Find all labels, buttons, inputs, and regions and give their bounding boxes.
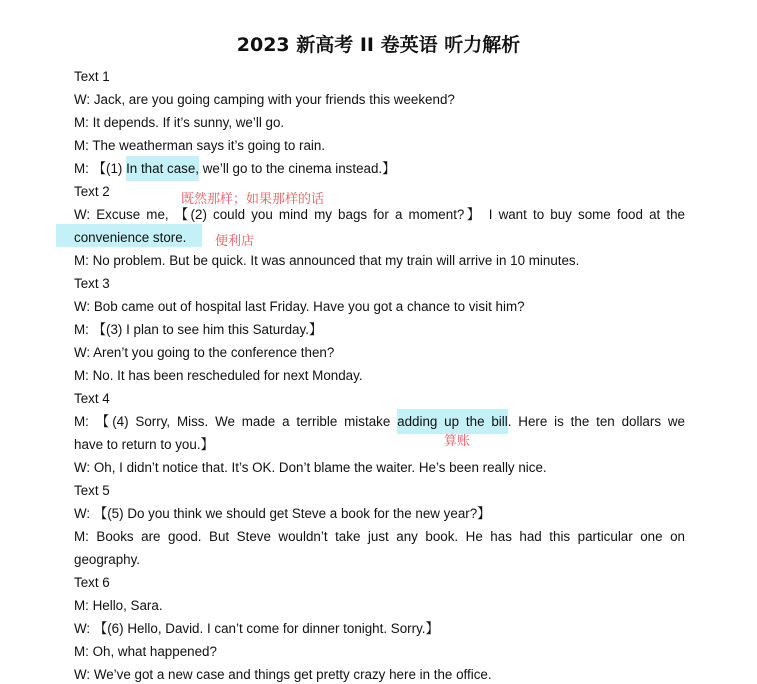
dialogue-line-answer-1 [74, 160, 396, 178]
dialogue-line-continued: geography. [74, 552, 141, 567]
dialogue-line: M: Hello, Sara. [74, 598, 163, 613]
annotation-note: 算账 [444, 434, 471, 449]
dialogue-line-answer-5: W: 【(5) Do you think we should get Steve a book for the new year?】 [74, 506, 491, 521]
dialogue-line: M: The weatherman says it’s going to rain. [74, 138, 326, 153]
page-title: 2023 新高考 II 卷英语 听力解析 [236, 34, 521, 56]
dialogue-line: M: Oh, what happened? [74, 644, 217, 659]
dialogue-line: W: Bob came out of hospital last Friday. Have you got a chance to visit him? [74, 299, 525, 314]
dialogue-line-answer-2: W: Excuse me, 【(2) could you mind my bags for a moment?】 I want to buy some food at the [74, 207, 685, 222]
dialogue-line: W: Jack, are you going camping with your friends this weekend? [74, 92, 455, 107]
dialogue-line-answer-3: M: 【(3) I plan to see him this Saturday.】 [74, 322, 323, 337]
dialogue-line: M: Books are good. But Steve wouldn’t take just any book. He has had this particular one on [74, 529, 685, 544]
dialogue-line: M: No problem. But be quick. It was announced that my train will arrive in 10 minutes. [74, 253, 580, 268]
section-heading-text-1: Text 1 [74, 69, 110, 84]
annotation-note: 既然那样；如果那样的话 [181, 192, 325, 207]
dialogue-line-cut-off: W: We’ve got a new case and things get pretty crazy here in the office. [74, 667, 492, 682]
dialogue-line-continued: have to return to you.】 [74, 437, 214, 452]
section-heading-text-4: Text 4 [74, 391, 110, 406]
annotation-note: 便利店 [215, 234, 255, 249]
line-prefix: M: 【(4) Sorry, Miss. We made a terrible mistake [74, 414, 398, 429]
dialogue-line: M: No. It has been rescheduled for next Monday. [74, 368, 363, 383]
section-heading-text-6: Text 6 [74, 575, 110, 590]
line-prefix: M: 【(1) [74, 161, 127, 176]
dialogue-line-continued: convenience store. [74, 230, 187, 245]
line-suffix: we’ll go to the cinema instead.】 [199, 161, 396, 176]
section-heading-text-2: Text 2 [74, 184, 110, 199]
line-suffix: . Here is the ten dollars we [507, 414, 685, 429]
dialogue-line: W: Oh, I didn’t notice that. It’s OK. Don’t blame the waiter. He’s been really nice. [74, 460, 547, 475]
highlighted-phrase: In that case, [126, 156, 199, 181]
section-heading-text-5: Text 5 [74, 483, 110, 498]
section-heading-text-3: Text 3 [74, 276, 110, 291]
dialogue-line-answer-4 [74, 413, 685, 431]
dialogue-line: M: It depends. If it’s sunny, we’ll go. [74, 115, 285, 130]
dialogue-line: W: Aren’t you going to the conference then? [74, 345, 335, 360]
highlighted-phrase: adding up the bill [397, 409, 508, 434]
dialogue-line-answer-6: W: 【(6) Hello, David. I can’t come for dinner tonight. Sorry.】 [74, 621, 439, 636]
